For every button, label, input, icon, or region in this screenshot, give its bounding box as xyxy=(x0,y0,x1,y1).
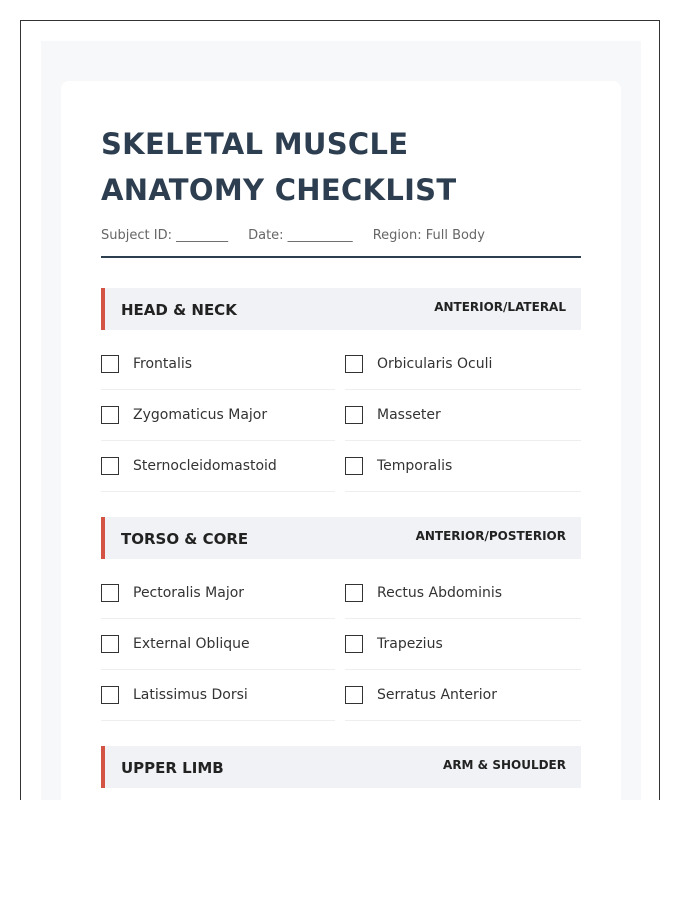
item-label: External Oblique xyxy=(133,636,250,652)
section-header xyxy=(101,517,581,559)
page-background xyxy=(41,41,641,800)
section-title: TORSO & CORE xyxy=(121,530,249,548)
checklist-item[interactable] xyxy=(345,339,581,390)
item-label: Serratus Anterior xyxy=(377,687,497,703)
section-upper-limb xyxy=(101,746,581,788)
section-header xyxy=(101,288,581,330)
item-label: Latissimus Dorsi xyxy=(133,687,248,703)
checkbox[interactable] xyxy=(345,635,363,653)
section-torso-core xyxy=(101,517,581,721)
item-label: Pectoralis Major xyxy=(133,585,245,601)
section-header xyxy=(101,746,581,788)
checklist-item[interactable] xyxy=(345,568,581,619)
checklist-item[interactable] xyxy=(345,441,581,492)
item-label: Orbicularis Oculi xyxy=(377,356,493,372)
item-label: Zygomaticus Major xyxy=(133,407,268,423)
checklist-item[interactable] xyxy=(101,441,335,492)
section-head-neck xyxy=(101,288,581,492)
page-frame xyxy=(20,20,660,800)
region-label: Region: Full Body xyxy=(372,227,485,243)
item-label: Trapezius xyxy=(377,636,443,652)
item-label: Masseter xyxy=(377,407,441,423)
item-label: Frontalis xyxy=(133,356,193,372)
checkbox[interactable] xyxy=(101,686,119,704)
header-divider xyxy=(101,256,581,258)
checkbox[interactable] xyxy=(101,406,119,424)
checkbox[interactable] xyxy=(345,355,363,373)
checklist-grid xyxy=(101,339,581,492)
checkbox[interactable] xyxy=(345,686,363,704)
checkbox[interactable] xyxy=(345,584,363,602)
meta-line xyxy=(101,225,581,245)
section-subtitle: ARM & SHOULDER xyxy=(443,758,566,772)
section-title: HEAD & NECK xyxy=(121,301,237,319)
checkbox[interactable] xyxy=(101,584,119,602)
checklist-item[interactable] xyxy=(101,339,335,390)
section-subtitle: ANTERIOR/POSTERIOR xyxy=(415,529,566,543)
checkbox[interactable] xyxy=(345,457,363,475)
checkbox[interactable] xyxy=(101,635,119,653)
checklist-content xyxy=(101,121,581,788)
section-subtitle: ANTERIOR/LATERAL xyxy=(434,300,566,314)
page-title: SKELETAL MUSCLE ANATOMY CHECKLIST xyxy=(101,127,457,207)
item-label: Temporalis xyxy=(377,458,453,474)
item-label: Rectus Abdominis xyxy=(377,585,503,601)
checklist-item[interactable] xyxy=(101,619,335,670)
item-label: Sternocleidomastoid xyxy=(133,458,277,474)
checklist-card xyxy=(61,81,621,800)
date-field[interactable]: Date: __________ xyxy=(248,227,353,243)
checklist-item[interactable] xyxy=(345,390,581,441)
checklist-item[interactable] xyxy=(101,670,335,721)
section-title: UPPER LIMB xyxy=(121,759,224,777)
checklist-item[interactable] xyxy=(101,390,335,441)
checkbox[interactable] xyxy=(101,355,119,373)
checklist-item[interactable] xyxy=(345,619,581,670)
checkbox[interactable] xyxy=(101,457,119,475)
checkbox[interactable] xyxy=(345,406,363,424)
checklist-grid xyxy=(101,568,581,721)
checklist-item[interactable] xyxy=(345,670,581,721)
checklist-item[interactable] xyxy=(101,568,335,619)
subject-id-field[interactable]: Subject ID: ________ xyxy=(101,227,229,243)
